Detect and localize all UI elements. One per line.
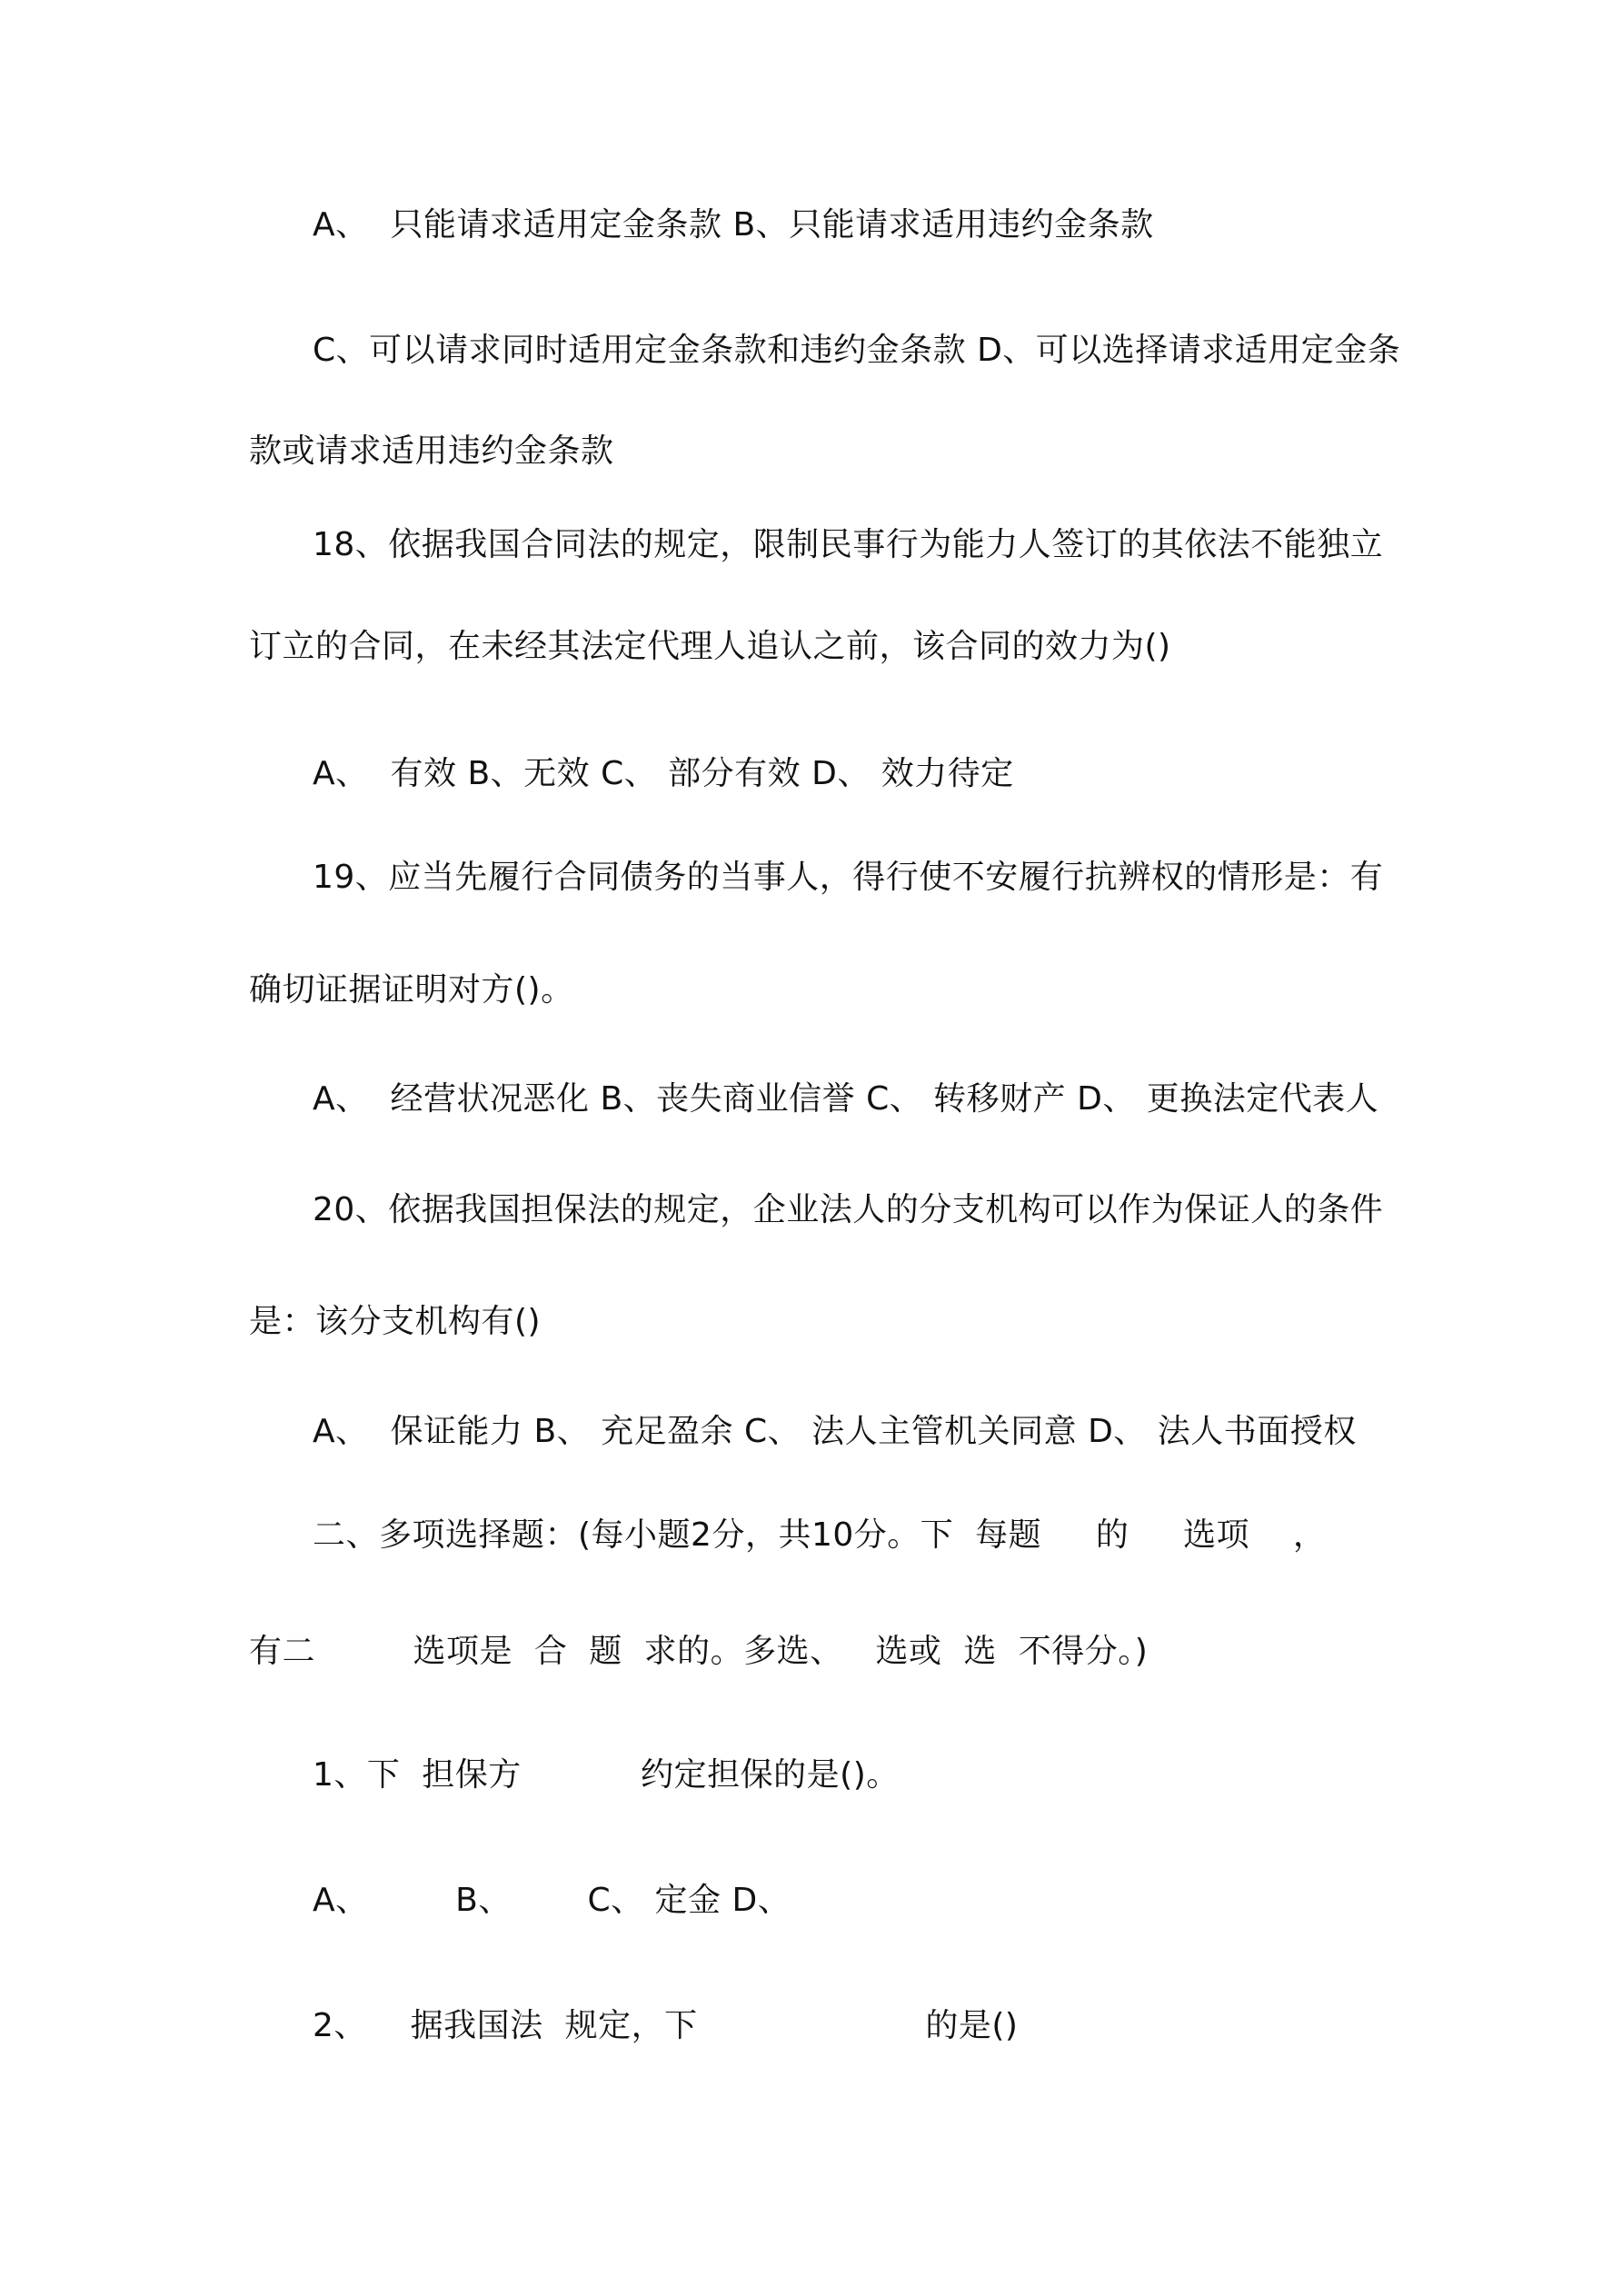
- question-18: 18、依据我国合同法的规定，限制民事行为能力人签订的其依法不能独立: [313, 526, 1384, 563]
- section-heading-multiple-choice: 二、多项选择题：(每小题2分，共10分。下 每题 的 选项 ，: [313, 1516, 1327, 1554]
- options-19: A、 经营状况恶化 B、丧失商业信誉 C、 转移财产 D、 更换法定代表人: [313, 1080, 1379, 1118]
- option-line-17-cd: C、可以请求同时适用定金条款和违约金条款 D、可以选择请求适用定金条: [313, 332, 1401, 369]
- question-18-cont: 订立的合同，在未经其法定代理人追认之前，该合同的效力为(): [249, 628, 1171, 665]
- section-heading-cont: 有二 选项是 合 题 求的。多选、 选或 选 不得分。): [249, 1633, 1149, 1670]
- options-18: A、 有效 B、无效 C、 部分有效 D、 效力待定: [313, 755, 1014, 792]
- multi-question-1: 1、下 担保方 约定担保的是()。: [313, 1756, 900, 1794]
- option-line-17-cont: 款或请求适用违约金条款: [249, 432, 614, 470]
- options-20: A、 保证能力 B、 充足盈余 C、 法人主管机关同意 D、 法人书面授权: [313, 1413, 1357, 1450]
- question-20: 20、依据我国担保法的规定，企业法人的分支机构可以作为保证人的条件: [313, 1191, 1384, 1228]
- option-line-17: A、 只能请求适用定金条款 B、只能请求适用违约金条款: [313, 206, 1154, 244]
- question-19: 19、应当先履行合同债务的当事人，得行使不安履行抗辨权的情形是：有: [313, 859, 1384, 896]
- question-19-cont: 确切证据证明对方()。: [249, 971, 574, 1009]
- question-20-cont: 是：该分支机构有(): [249, 1303, 542, 1340]
- multi-options-1: A、 B、 C、 定金 D、: [313, 1882, 791, 1919]
- multi-question-2: 2、 据我国法 规定，下 的是(): [313, 2007, 1019, 2044]
